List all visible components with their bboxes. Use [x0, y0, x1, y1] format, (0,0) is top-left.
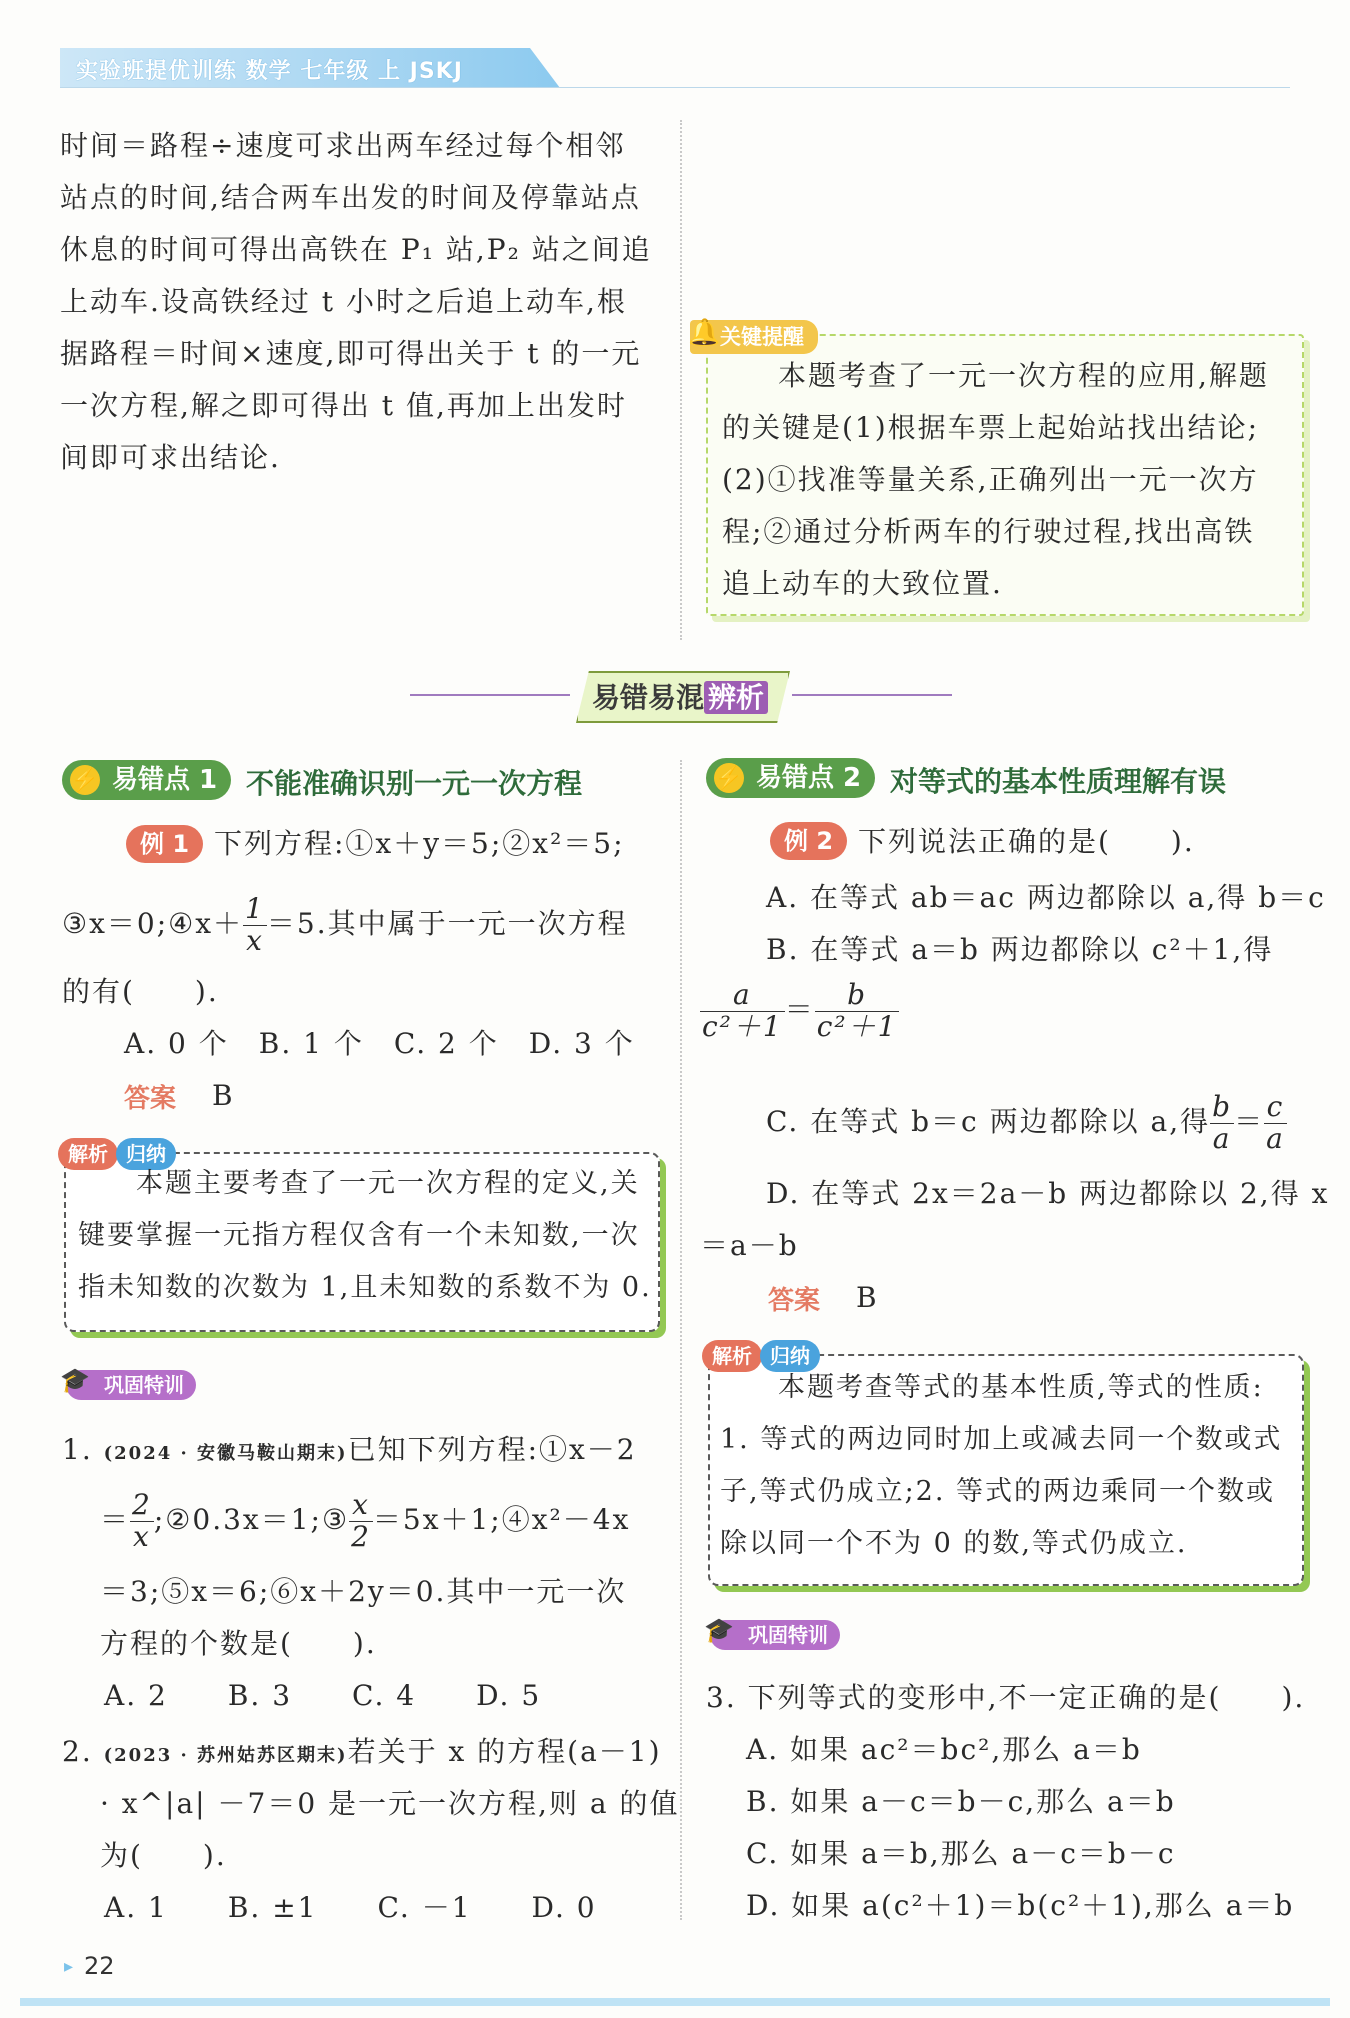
- solution-line: 上动车.设高铁经过 t 小时之后追上动车,根: [60, 285, 627, 318]
- analysis-line: 1. 等式的两边同时加上或减去同一个数或式: [720, 1424, 1283, 1455]
- fraction-b-over-a: [1210, 1092, 1234, 1155]
- answer-label-2: 答案: [768, 1286, 821, 1316]
- question-1-number: 1.: [62, 1433, 93, 1466]
- analysis-tag: 解析: [702, 1340, 762, 1372]
- question-2-text: 若关于 x 的方程(a－1): [347, 1735, 662, 1768]
- banner-line-left: [410, 694, 570, 696]
- error-point-2-title: 对等式的基本性质理解有误: [890, 765, 1227, 798]
- key-tip-line: 程;②通过分析两车的行驶过程,找出高铁: [722, 515, 1255, 548]
- error-point-1-pill: 易错点 1: [62, 760, 231, 800]
- solution-line: 据路程＝时间×速度,即可得出关于 t 的一元: [60, 337, 642, 370]
- example-1-line1: 下列方程:①x＋y＝5;②x²＝5;: [214, 827, 625, 860]
- question-2-line3: 为( ).: [100, 1839, 227, 1872]
- analysis-tag: 解析: [58, 1138, 118, 1170]
- solution-line: 站点的时间,结合两车出发的时间及停靠站点: [60, 181, 641, 214]
- question-2-line2: · x^|a| －7＝0 是一元一次方程,则 a 的值: [100, 1787, 680, 1820]
- column-divider-bottom: [680, 760, 682, 1920]
- question-3-option-b: B. 如果 a－c＝b－c,那么 a＝b: [746, 1785, 1176, 1818]
- example-1-options: A. 0 个 B. 1 个 C. 2 个 D. 3 个: [124, 1027, 635, 1060]
- fraction-1-over-x: [243, 894, 267, 957]
- example-1-line3: 的有( ).: [62, 975, 219, 1008]
- banner-line-right: [792, 694, 952, 696]
- section-title-main: 易错易混: [592, 681, 705, 714]
- solution-line: 间即可求出结论.: [60, 441, 281, 474]
- solution-line: 休息的时间可得出高铁在 P₁ 站,P₂ 站之间追: [60, 233, 652, 266]
- question-3-option-a: A. 如果 ac²＝bc²,那么 a＝b: [746, 1733, 1142, 1766]
- analysis-2-text: [720, 1362, 1304, 1570]
- question-1-text: 已知下列方程:①x－2: [347, 1433, 637, 1466]
- example-1-line2b: ＝5.其中属于一元一次方程: [266, 906, 628, 940]
- question-1-line1: [62, 1424, 637, 1480]
- example-2-option-d2: ＝a－b: [700, 1229, 799, 1262]
- key-tip-text: [722, 350, 1302, 610]
- frac-den: x: [133, 1519, 151, 1553]
- solution-line: 时间＝路程÷速度可求出两车经过每个相邻: [60, 129, 626, 162]
- fraction-c-over-a: [1264, 1092, 1287, 1155]
- header-divider: [60, 87, 1290, 88]
- question-3-line1: 3. 下列等式的变形中,不一定正确的是( ).: [706, 1681, 1306, 1714]
- question-1-options: A. 2 B. 3 C. 4 D. 5: [104, 1679, 542, 1712]
- q1-text-c: ＝5x＋1;④x²－4x: [372, 1502, 631, 1536]
- practice-tag-2: 巩固特训: [710, 1620, 840, 1650]
- question-2-number: 2.: [62, 1735, 93, 1768]
- analysis-line: 键要掌握一元指方程仅含有一个未知数,一次: [78, 1220, 640, 1251]
- example-2-line1: 下列说法正确的是( ).: [858, 825, 1195, 858]
- frac-den: a: [1266, 1121, 1285, 1155]
- summary-tag: 归纳: [760, 1340, 820, 1372]
- example-2-option-c: [766, 1092, 1287, 1155]
- frac-num: a: [700, 980, 785, 1012]
- question-1-source: (2024 · 安徽马鞍山期末): [103, 1443, 348, 1464]
- frac-den: a: [1212, 1121, 1232, 1155]
- section-title: [592, 676, 768, 716]
- question-2-source: (2023 · 苏州姑苏区期末): [103, 1745, 348, 1766]
- frac-den: x: [246, 923, 264, 957]
- question-2-options: A. 1 B. ±1 C. －1 D. 0: [104, 1891, 597, 1924]
- column-divider-top: [680, 120, 682, 640]
- frac-num: 1: [245, 892, 265, 925]
- key-tip-line: 追上动车的大致位置.: [722, 567, 1003, 600]
- frac-num: b: [815, 980, 900, 1012]
- equals-sign: ＝: [1234, 1104, 1265, 1138]
- option-c-text: C. 在等式 b＝c 两边都除以 a,得: [766, 1104, 1211, 1138]
- key-tip-line: 的关键是(1)根据车票上起始站找出结论;: [722, 411, 1260, 444]
- solution-text: [60, 120, 670, 484]
- example-2-label: 例 2: [770, 822, 847, 860]
- example-2-option-b: B. 在等式 a＝b 两边都除以 c²＋1,得: [766, 933, 1274, 966]
- analysis-line: 本题主要考查了一元一次方程的定义,关: [136, 1168, 640, 1199]
- section-title-highlight: 辨析: [704, 681, 768, 714]
- graduation-cap-icon: 🎓: [704, 1616, 734, 1644]
- answer-value-1: B: [212, 1079, 235, 1112]
- question-3-option-c: C. 如果 a＝b,那么 a－c＝b－c: [746, 1837, 1176, 1870]
- key-tip-line: 本题考查了一元一次方程的应用,解题: [778, 359, 1269, 392]
- analysis-line: 除以同一个不为 0 的数,等式仍成立.: [720, 1528, 1188, 1559]
- q1-text-b: ;②0.3x＝1;③: [153, 1502, 350, 1536]
- question-1-line4: 方程的个数是( ).: [100, 1627, 377, 1660]
- error-point-1-title: 不能准确识别一元一次方程: [246, 767, 583, 800]
- lightning-icon: ⚡: [71, 767, 99, 793]
- question-1-line2: [100, 1490, 630, 1553]
- summary-tag: 归纳: [116, 1138, 176, 1170]
- example-2-option-b-fraction: [700, 980, 899, 1043]
- graduation-cap-icon: 🎓: [60, 1366, 90, 1394]
- equals-sign: ＝: [784, 992, 815, 1026]
- fraction-b-over-c2plus1: [815, 980, 900, 1043]
- example-1-line2a: ③x＝0;④x＋: [62, 906, 244, 940]
- example-2-option-a: A. 在等式 ab＝ac 两边都除以 a,得 b＝c: [766, 881, 1326, 914]
- frac-den: 2: [351, 1519, 371, 1553]
- key-tip-line: (2)①找准等量关系,正确列出一元一次方: [722, 463, 1259, 496]
- frac-num: x: [349, 1490, 373, 1522]
- key-tip-tag: 关键提醒: [690, 320, 818, 354]
- solution-line: 一次方程,解之即可得出 t 值,再加上出发时: [60, 389, 627, 422]
- frac-den: c²＋1: [816, 1009, 898, 1043]
- bell-icon: 🔔: [688, 318, 721, 348]
- analysis-line: 本题考查等式的基本性质,等式的性质:: [778, 1372, 1264, 1403]
- frac-num: c: [1264, 1092, 1287, 1124]
- answer-label-1: 答案: [124, 1084, 177, 1114]
- fraction-2-over-x: [130, 1490, 154, 1553]
- frac-num: b: [1212, 1090, 1233, 1123]
- analysis-line: 子,等式仍成立;2. 等式的两边乘同一个数或: [720, 1476, 1276, 1507]
- fraction-x-over-2: [349, 1490, 373, 1553]
- fraction-a-over-c2plus1: [700, 980, 785, 1043]
- question-2-line1: [62, 1726, 662, 1782]
- question-1-line3: ＝3;⑤x＝6;⑥x＋2y＝0.其中一元一次: [100, 1575, 627, 1608]
- frac-num: 2: [132, 1488, 152, 1521]
- q1-text-a: ＝: [100, 1502, 131, 1536]
- page-marker-icon: ▸: [64, 1956, 74, 1977]
- footer-bar: [20, 1998, 1330, 2006]
- header-title: 实验班提优训练 数学 七年级 上 JSKJ: [76, 59, 463, 84]
- question-3-option-d: D. 如果 a(c²＋1)＝b(c²＋1),那么 a＝b: [746, 1889, 1295, 1922]
- example-1-line2: [62, 894, 628, 957]
- practice-tag-1: 巩固特训: [66, 1370, 196, 1400]
- page-number: 22: [84, 1952, 115, 1980]
- lightning-icon: ⚡: [715, 765, 743, 791]
- answer-value-2: B: [856, 1281, 879, 1314]
- analysis-1-text: [78, 1158, 658, 1314]
- error-point-2-pill: 易错点 2: [706, 758, 875, 798]
- frac-den: c²＋1: [702, 1009, 783, 1043]
- analysis-line: 指未知数的次数为 1,且未知数的系数不为 0.: [78, 1272, 652, 1303]
- example-2-option-d1: D. 在等式 2x＝2a－b 两边都除以 2,得 x: [766, 1177, 1330, 1210]
- example-1-label: 例 1: [126, 825, 203, 863]
